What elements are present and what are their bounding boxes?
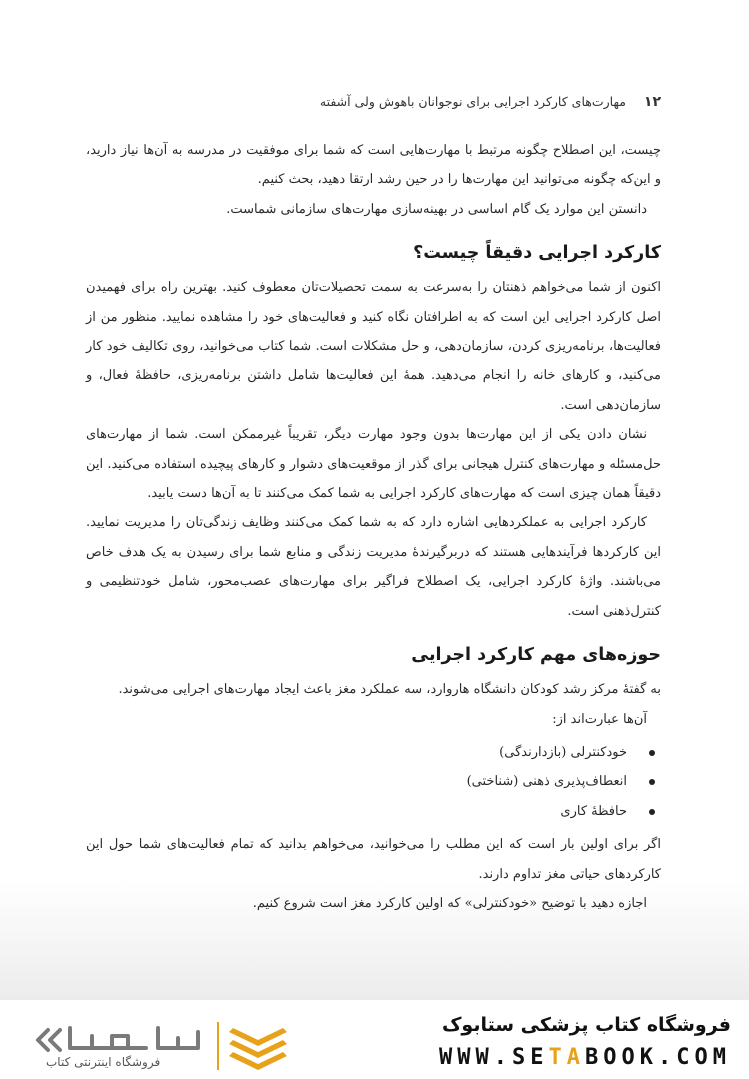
store-url[interactable] bbox=[439, 1045, 731, 1070]
watermark-footer bbox=[0, 1000, 749, 1079]
paragraph: چیست، این اصطلاح چگونه مرتبط با مهارت‌هایی است که شما برای موفقیت در مدرسه به آن‌ها نیاز دارید، و این‌که چگونه می‌توانید این مهارت‌ها را در حین رشد ارتقا دهید، بحث کنیم. bbox=[86, 143, 661, 188]
url-part: WWW.SE bbox=[439, 1045, 549, 1070]
section-heading: حوزه‌های مهم کارکرد اجرایی bbox=[411, 645, 661, 666]
paragraph: کارکرد اجرایی به عملکردهایی اشاره دارد که به شما کمک می‌کنند وظایف زندگی‌تان را مدیریت نمایید. این کارکردها فرآیندهایی هستند که دربرگیرندهٔ مدیریت زندگی و منابع شما برای رسیدن به یک هدف خاص می‌باشند. واژهٔ کارکرد اجرایی، یک اصطلاح فراگیر برای مهارت‌های عصب‌محور، شامل خودتنظیمی و کنترل‌ذهنی است. bbox=[86, 515, 661, 619]
bullet-list bbox=[86, 738, 661, 826]
paragraph: دانستن این موارد یک گام اساسی در بهینه‌سازی مهارت‌های سازمانی شماست. bbox=[226, 201, 647, 217]
page-number: ۱۲ bbox=[643, 94, 661, 110]
url-highlight: TA bbox=[548, 1045, 586, 1070]
url-part: BOOK.COM bbox=[585, 1045, 731, 1070]
paragraph: اکنون از شما می‌خواهم ذهنتان را به‌سرعت به سمت تحصیلات‌تان معطوف کنید. بهترین راه برای فهمیدن اصل کارکرد اجرایی این است که به اطرافتان نگاه کنید و فعالیت‌های خود را مشاهده نمایید. منظور من از فعالیت‌ها، برنامه‌ریزی کردن، سازمان‌دهی، و حل مشکلات است. شما کتاب می‌خوانید، روی تکالیف خود کار می‌کنید، و کارهای خانه را انجام می‌دهید. همهٔ این فعالیت‌ها شامل داشتن برنامه‌ریزی، حافظهٔ فعال، و سازمان‌دهی است. bbox=[86, 280, 661, 413]
paragraph: اگر برای اولین بار است که این مطلب را می‌خوانید، می‌خواهم بدانید که تمام فعالیت‌های شما حول این کارکردهای حیاتی مغز تداوم دارند. bbox=[86, 837, 661, 882]
paragraph: به گفتهٔ مرکز رشد کودکان دانشگاه هاروارد، سه عملکرد مغز باعث ایجاد مهارت‌های اجرایی می‌شوند. bbox=[118, 682, 661, 698]
list-item: حافظهٔ کاری bbox=[86, 797, 627, 826]
page-header bbox=[88, 94, 661, 110]
page-body bbox=[86, 136, 661, 918]
book-stack-icon bbox=[229, 1028, 287, 1070]
logo-wordmark bbox=[38, 1028, 198, 1050]
list-item: انعطاف‌پذیری ذهنی (شناختی) bbox=[86, 767, 627, 796]
paragraph: اجازه دهید با توضیح «خودکنترلی» که اولین کارکرد مغز است شروع کنیم. bbox=[252, 895, 647, 911]
section-heading: کارکرد اجرایی دقیقاً چیست؟ bbox=[413, 243, 661, 264]
store-name: فروشگاه کتاب پزشکی ستابوک bbox=[441, 1014, 731, 1036]
paragraph: آن‌ها عبارت‌اند از: bbox=[552, 711, 647, 727]
list-item: خودکنترلی (بازدارندگی) bbox=[86, 738, 627, 767]
running-title: مهارت‌های کارکرد اجرایی برای نوجوانان باهوش ولی آشفته bbox=[319, 94, 626, 109]
paragraph: نشان دادن یکی از این مهارت‌ها بدون وجود مهارت دیگر، تقریباً غیرممکن است. شما از مهارت‌های حل‌مسئله و مهارت‌های کنترل هیجانی برای گذر از موقعیت‌های دشوار و کارهای پیچیده استفاده می‌کنید. این دقیقاً همان چیزی است که مهارت‌های کارکرد اجرایی به شما کمک می‌کنند تا به آن‌ها دست یابید. bbox=[86, 427, 661, 502]
logo-tagline: فروشگاه اینترنتی کتاب bbox=[46, 1055, 161, 1069]
